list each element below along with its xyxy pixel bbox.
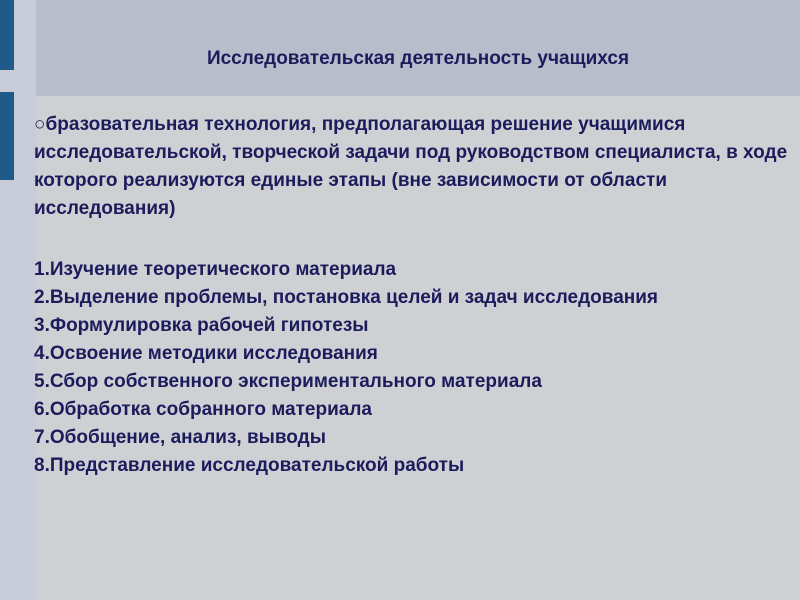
definition-paragraph (34, 111, 794, 223)
definition-bullet: ○ (34, 114, 46, 135)
step-item: 1.Изучение теоретического материала (34, 259, 397, 280)
steps-list (34, 256, 794, 480)
step-item: 2.Выделение проблемы, постановка целей и задач исследования (34, 287, 659, 308)
accent-bar-top (0, 0, 14, 70)
definition-text: бразовательная технология, предполагающая решение учащимися исследовательской, творческой задачи под руководством специалиста, в ходе которого реализуются единые этапы (вне зависимости от области исследования) (34, 114, 788, 219)
step-item: 6.Обработка собранного материала (34, 399, 372, 420)
step-item: 4.Освоение методики исследования (34, 343, 378, 364)
accent-bar-middle (0, 92, 14, 180)
slide-title: Исследовательская деятельность учащихся (206, 48, 630, 69)
step-item: 3.Формулировка рабочей гипотезы (34, 315, 369, 336)
step-item: 8.Представление исследовательской работы (34, 455, 465, 476)
step-item: 7.Обобщение, анализ, выводы (34, 427, 326, 448)
step-item: 5.Сбор собственного экспериментального материала (34, 371, 542, 392)
left-band (0, 0, 36, 600)
